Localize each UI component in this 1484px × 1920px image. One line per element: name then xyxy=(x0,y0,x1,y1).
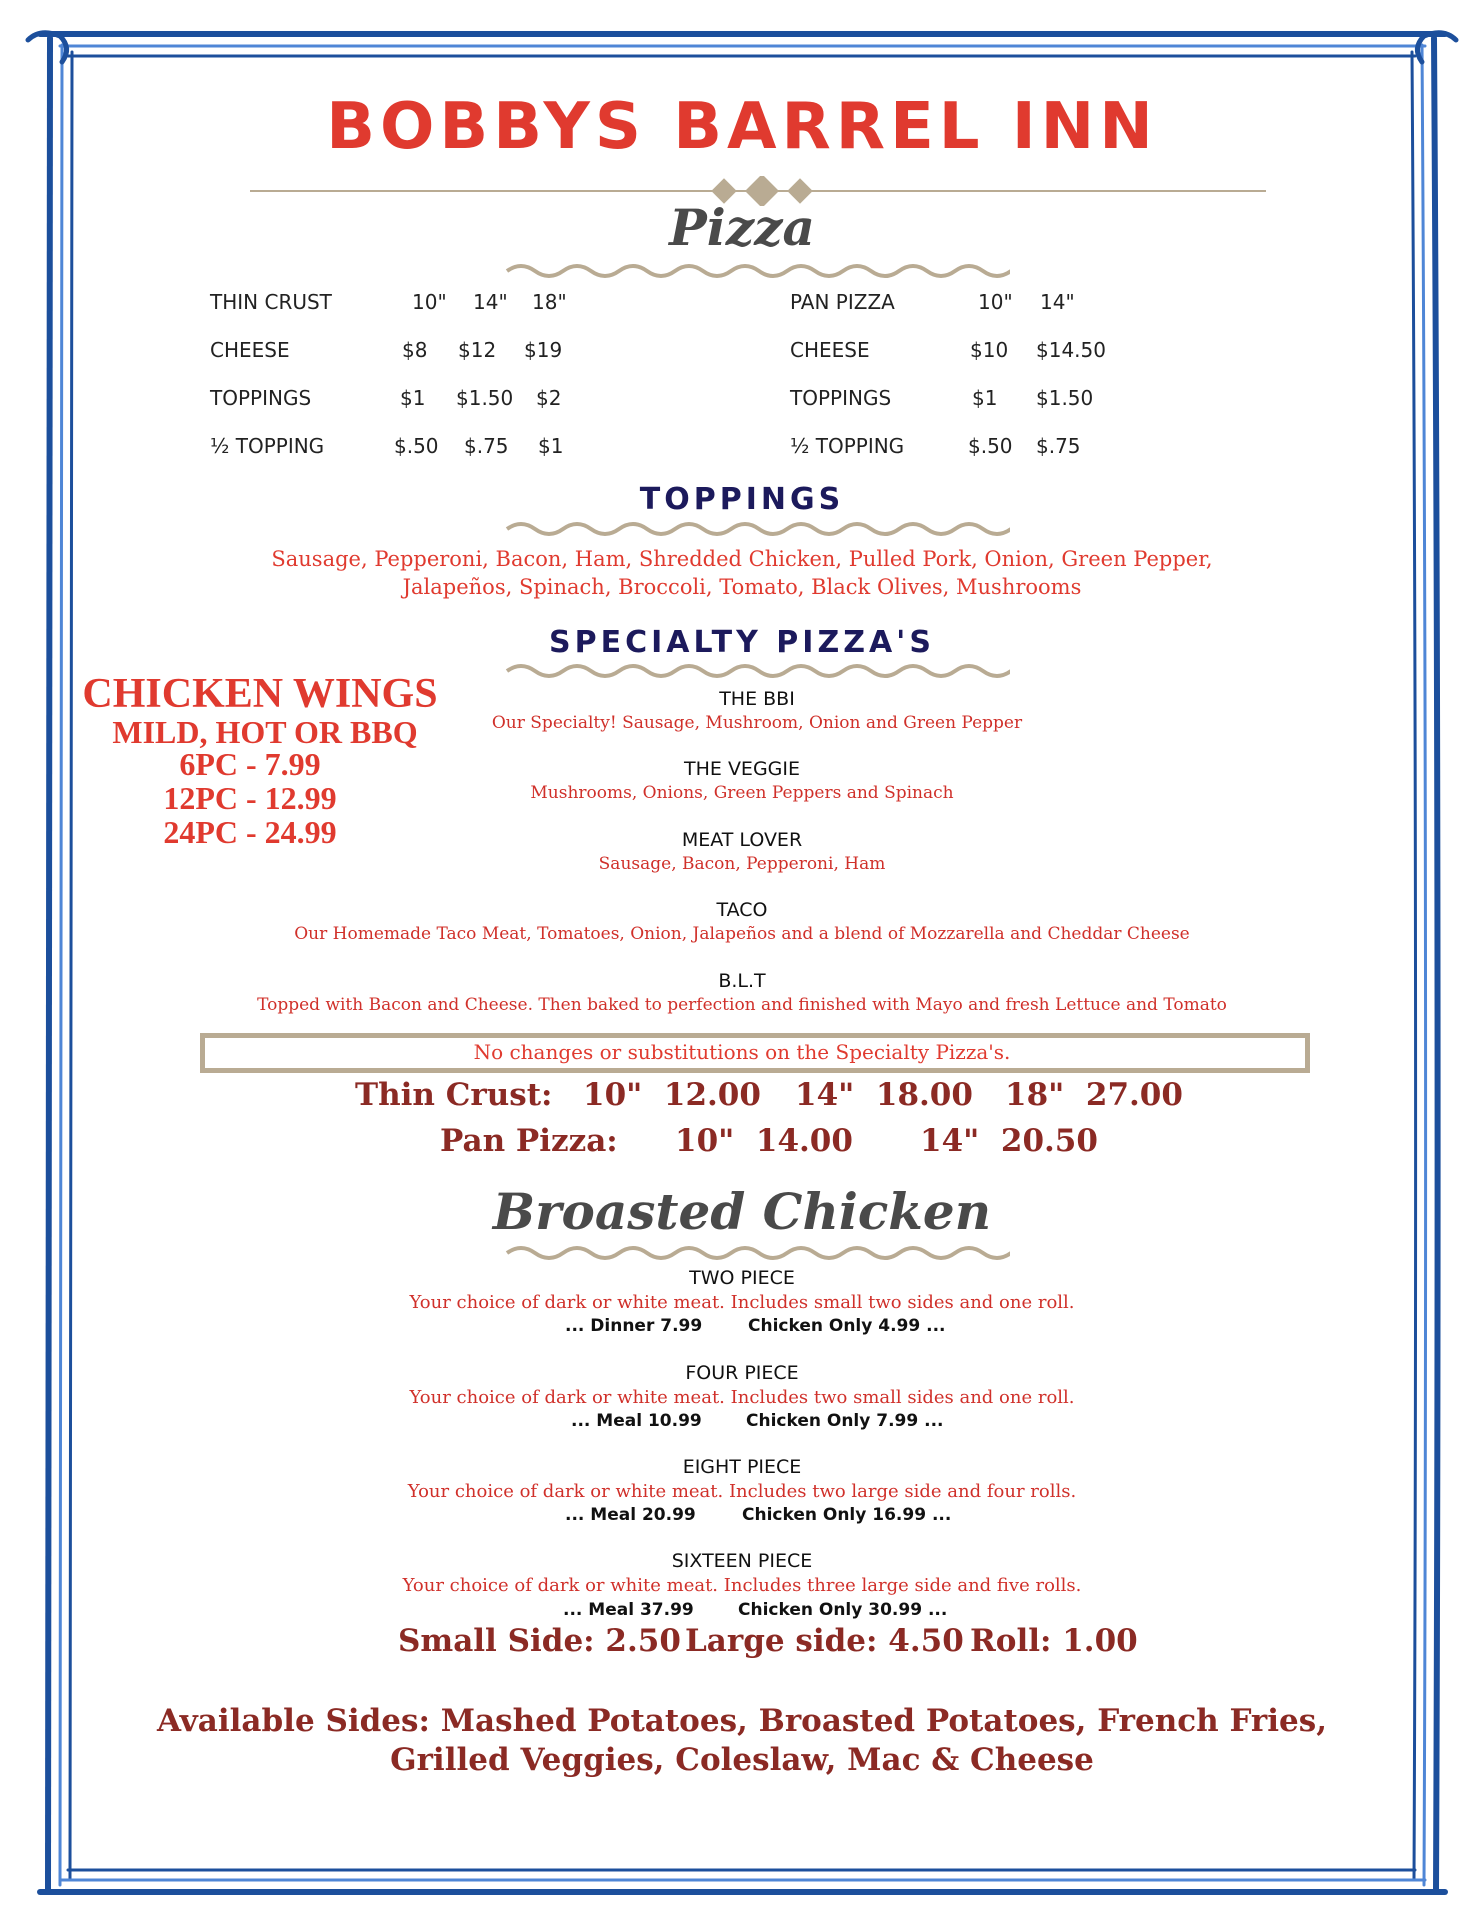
table-cell: $.75 xyxy=(464,434,509,458)
specialty-item-name: MEAT LOVER xyxy=(681,829,803,851)
specialty-thin-crust-price: 18" 27.00 xyxy=(1005,1077,1183,1113)
table-cell: THIN CRUST xyxy=(210,290,332,314)
broasted-chicken-heading: Broasted Chicken xyxy=(492,1182,992,1241)
specialty-thin-crust-price: 14" 18.00 xyxy=(795,1077,973,1113)
chicken-item-desc: Your choice of dark or white meat. Includes small two sides and one roll. xyxy=(409,1292,1075,1313)
table-cell: CHEESE xyxy=(790,338,870,362)
table-cell: $1.50 xyxy=(1036,386,1094,410)
table-cell: 14" xyxy=(473,290,508,314)
wave-divider xyxy=(505,262,1010,280)
table-cell: 10" xyxy=(412,290,447,314)
specialty-pan-pizza-label: Pan Pizza: xyxy=(440,1123,618,1159)
small-side-price: Small Side: 2.50 xyxy=(398,1623,681,1659)
specialty-heading: SPECIALTY PIZZA'S xyxy=(549,625,935,660)
pan-pizza-table xyxy=(790,290,1150,460)
chicken-item-price: ... Meal 37.99 xyxy=(563,1600,694,1620)
wings-price: 6PC - 7.99 xyxy=(179,746,321,782)
specialty-item-desc: Sausage, Bacon, Pepperoni, Ham xyxy=(598,854,886,874)
wings-price: 12PC - 12.99 xyxy=(163,780,337,816)
table-cell: 18" xyxy=(532,290,567,314)
chicken-item-price: Chicken Only 16.99 ... xyxy=(742,1505,952,1525)
chicken-item-name: SIXTEEN PIECE xyxy=(671,1550,813,1572)
available-sides-line: Grilled Veggies, Coleslaw, Mac & Cheese xyxy=(390,1742,1094,1778)
toppings-line: Sausage, Pepperoni, Bacon, Ham, Shredded Chicken, Pulled Pork, Onion, Green Pepper, xyxy=(271,547,1213,571)
wings-price: 24PC - 24.99 xyxy=(163,814,337,850)
chicken-item-desc: Your choice of dark or white meat. Includes two large side and four rolls. xyxy=(407,1481,1077,1502)
table-cell: $1 xyxy=(538,434,564,458)
specialty-item-desc: Our Homemade Taco Meat, Tomatoes, Onion, Jalapeños and a blend of Mozzarella and Cheddar Cheese xyxy=(294,924,1190,944)
table-cell: $19 xyxy=(524,338,563,362)
table-cell: TOPPINGS xyxy=(790,386,892,410)
chicken-item-price: Chicken Only 7.99 ... xyxy=(746,1411,944,1431)
wave-divider xyxy=(505,662,1010,680)
specialty-item-desc: Topped with Bacon and Cheese. Then baked to perfection and finished with Mayo and fresh Lettuce and Tomato xyxy=(257,995,1227,1015)
large-side-price: Large side: 4.50 xyxy=(685,1623,964,1659)
table-cell: $2 xyxy=(536,386,562,410)
chicken-item-desc: Your choice of dark or white meat. Includes two small sides and one roll. xyxy=(409,1387,1075,1408)
table-cell: ½ TOPPING xyxy=(210,434,325,458)
chicken-item-name: FOUR PIECE xyxy=(685,1362,799,1384)
specialty-item-name: TACO xyxy=(716,899,768,921)
table-cell: PAN PIZZA xyxy=(790,290,895,314)
table-cell: $1.50 xyxy=(456,386,514,410)
thin-crust-table xyxy=(210,290,610,460)
toppings-line: Jalapeños, Spinach, Broccoli, Tomato, Black Olives, Mushrooms xyxy=(402,575,1082,599)
table-cell: $14.50 xyxy=(1036,338,1106,362)
specialty-pan-pizza-price: 10" 14.00 xyxy=(675,1123,853,1159)
table-cell: ½ TOPPING xyxy=(790,434,905,458)
table-cell: $12 xyxy=(458,338,497,362)
wave-divider xyxy=(505,1244,1010,1262)
specialty-item-desc: Our Specialty! Sausage, Mushroom, Onion and Green Pepper xyxy=(491,713,1023,733)
available-sides-line: Available Sides: Mashed Potatoes, Broasted Potatoes, French Fries, xyxy=(156,1703,1328,1739)
chicken-item-price: Chicken Only 4.99 ... xyxy=(748,1316,946,1336)
table-cell: 14" xyxy=(1040,290,1075,314)
table-cell: $1 xyxy=(400,386,426,410)
chicken-item-price: ... Meal 20.99 xyxy=(565,1505,696,1525)
chicken-item-name: EIGHT PIECE xyxy=(682,1456,802,1478)
chicken-item-price: Chicken Only 30.99 ... xyxy=(738,1600,948,1620)
specialty-thin-crust-label: Thin Crust: xyxy=(355,1077,553,1113)
specialty-item-name: B.L.T xyxy=(718,970,766,992)
toppings-list xyxy=(0,545,1484,601)
table-cell: $.75 xyxy=(1036,434,1081,458)
table-cell: $10 xyxy=(970,338,1009,362)
table-cell: TOPPINGS xyxy=(210,386,312,410)
chicken-item-name: TWO PIECE xyxy=(689,1267,795,1289)
specialty-notice: No changes or substitutions on the Specialty Pizza's. xyxy=(473,1040,1011,1064)
wings-subtitle: MILD, HOT OR BBQ xyxy=(112,714,418,750)
chicken-item-desc: Your choice of dark or white meat. Includes three large side and five rolls. xyxy=(402,1575,1082,1596)
wings-title: CHICKEN WINGS xyxy=(82,671,438,717)
wave-divider xyxy=(505,520,1010,538)
chicken-item-price: ... Dinner 7.99 xyxy=(565,1316,703,1336)
table-cell: 10" xyxy=(978,290,1013,314)
specialty-thin-crust-price: 10" 12.00 xyxy=(583,1077,761,1113)
restaurant-title: BOBBYS BARREL INN xyxy=(326,90,1158,164)
pizza-heading: Pizza xyxy=(669,198,815,257)
table-cell: $.50 xyxy=(968,434,1013,458)
toppings-heading: TOPPINGS xyxy=(639,482,845,517)
specialty-pan-pizza-price: 14" 20.50 xyxy=(920,1123,1098,1159)
roll-price: Roll: 1.00 xyxy=(970,1623,1138,1659)
table-cell: $8 xyxy=(402,338,428,362)
table-cell: $.50 xyxy=(394,434,439,458)
specialty-item-name: THE VEGGIE xyxy=(684,758,800,780)
chicken-item-price: ... Meal 10.99 xyxy=(571,1411,702,1431)
table-cell: $1 xyxy=(972,386,998,410)
specialty-item-name: THE BBI xyxy=(719,688,795,710)
table-cell: CHEESE xyxy=(210,338,290,362)
specialty-item-desc: Mushrooms, Onions, Green Peppers and Spinach xyxy=(530,783,954,803)
